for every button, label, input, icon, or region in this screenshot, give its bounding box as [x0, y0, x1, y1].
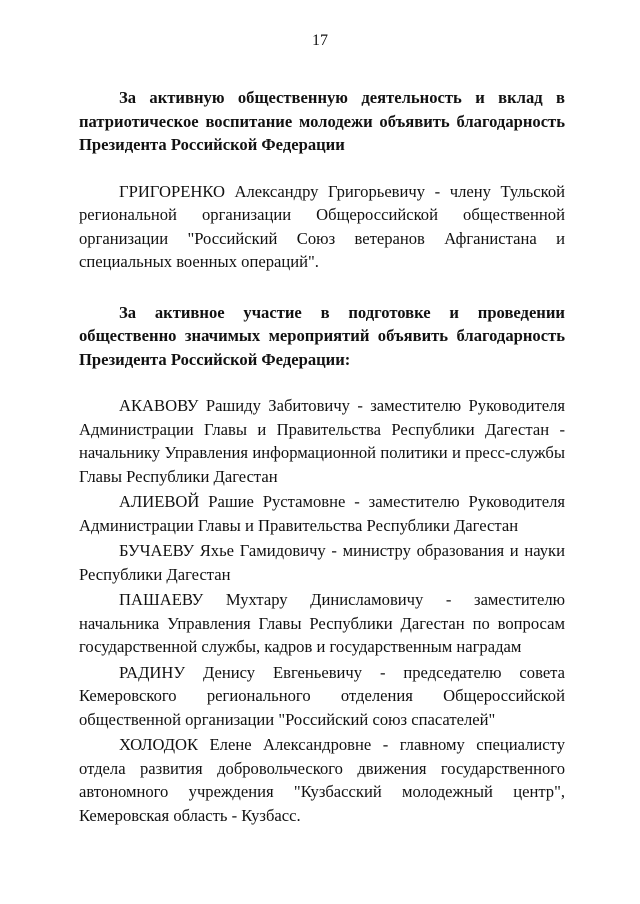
- document-body: [79, 86, 565, 827]
- entry-radin: РАДИНУ Денису Евгеньевичу - председателю совета Кемеровского регионального отделения Общероссийской общественной организации "Российский союз спасателей": [79, 662, 565, 729]
- entry-kholodok: ХОЛОДОК Елене Александровне - главному специалисту отдела развития добровольческого движения государственного автономного учреждения "Кузбасский молодежный центр", Кемеровская область - Кузбасс.: [79, 735, 565, 825]
- entry-akavov: АКАВОВУ Рашиду Забитовичу - заместителю Руководителя Администрации Главы и Правительства Республики Дагестан - начальнику Управления информационной политики и пресс-службы Главы Республики Дагестан: [79, 396, 565, 486]
- entry-grigorenko: ГРИГОРЕНКО Александру Григорьевичу - члену Тульской региональной организации Общероссийской общественной организации "Российский Союз ветеранов Афганистана и специальных военных операций".: [79, 181, 565, 271]
- section-heading-participation: За активное участие в подготовке и проведении общественно значимых мероприятий объявить благодарность Президента Российской Федерации:: [79, 302, 565, 369]
- entry-buchaev: БУЧАЕВУ Яхье Гамидовичу - министру образования и науки Республики Дагестан: [79, 541, 565, 584]
- entry-pashaev: ПАШАЕВУ Мухтару Динисламовичу - заместителю начальника Управления Главы Республики Дагестан по вопросам государственной службы, кадров и государственным наградам: [79, 590, 565, 656]
- entry-alieva: АЛИЕВОЙ Рашие Рустамовне - заместителю Руководителя Администрации Главы и Правительства Республики Дагестан: [79, 492, 565, 535]
- page-number: 17: [312, 32, 328, 49]
- section-heading-activity: За активную общественную деятельность и вклад в патриотическое воспитание молодежи объявить благодарность Президента Российской Федерации: [79, 88, 565, 154]
